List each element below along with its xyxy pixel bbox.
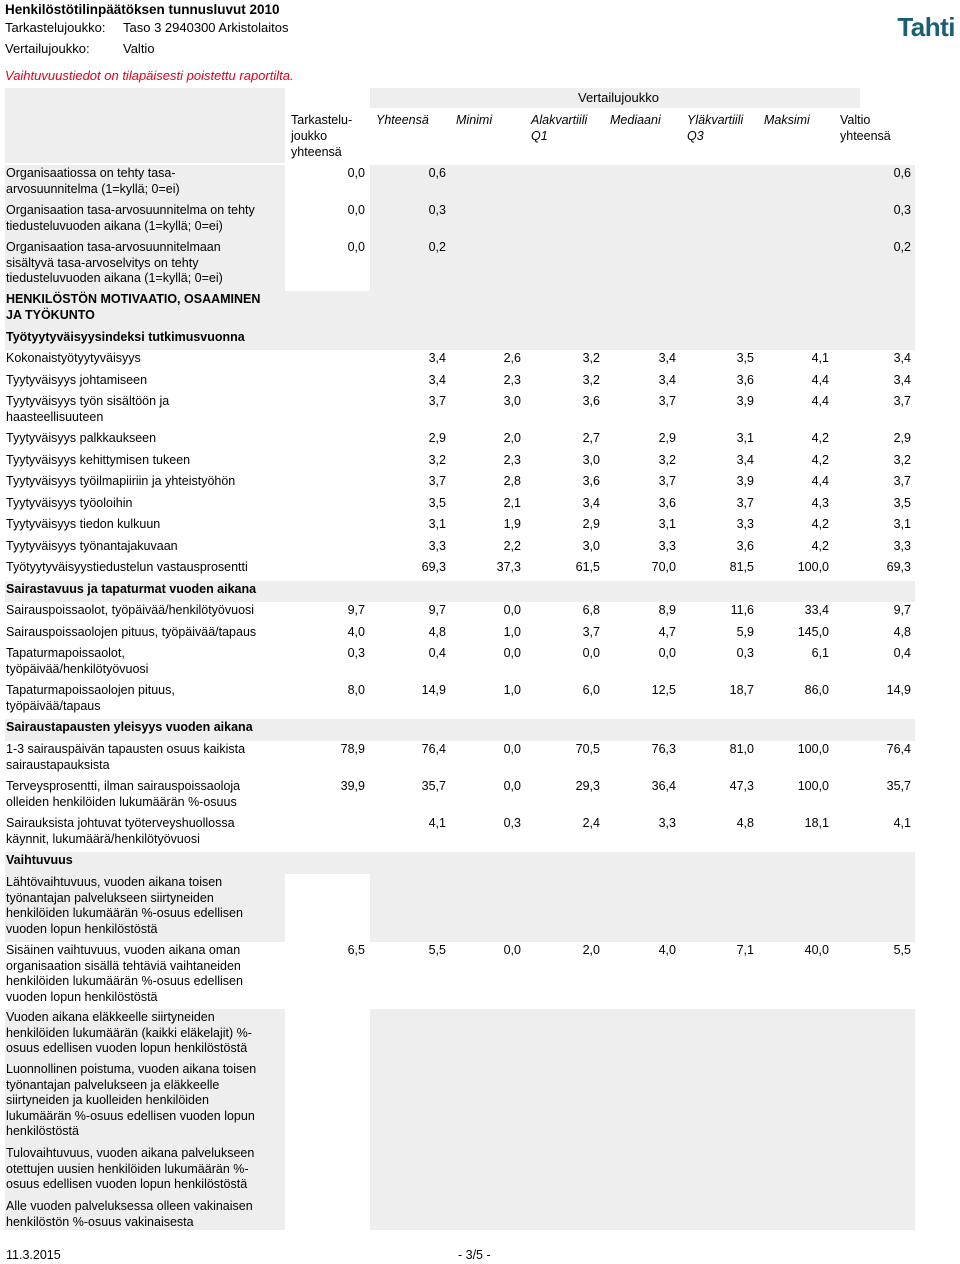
table-cell: 11,6: [730, 603, 754, 617]
table-cell: 39,9: [340, 779, 365, 793]
table-cell: 2,6: [503, 351, 521, 365]
table-cell: 3,3: [893, 539, 911, 553]
table-cell: 5,5: [893, 943, 911, 957]
table-cell: 3,4: [893, 351, 911, 365]
table-cell: 100,0: [797, 742, 829, 756]
table-cell: 3,0: [503, 394, 521, 408]
report-title: Henkilöstötilinpäätöksen tunnusluvut 2010: [5, 2, 280, 17]
table-cell: 3,2: [582, 351, 600, 365]
table-cell: 4,1: [428, 816, 446, 830]
table-cell: 0,3: [893, 203, 911, 217]
row-label: Tyytyväisyys palkkaukseen: [6, 431, 157, 445]
row-label: Tyytyväisyys kehittymisen tukeen: [6, 453, 191, 467]
table-cell: 4,8: [428, 625, 446, 639]
section-heading: HENKILÖSTÖN MOTIVAATIO, OSAAMINEN JA TYÖKUNTO: [6, 292, 261, 322]
table-cell: 3,6: [582, 394, 600, 408]
row-label: Tyytyväisyys työoloihin: [6, 496, 133, 510]
table-cell: 3,5: [893, 496, 911, 510]
table-cell: 3,3: [658, 816, 676, 830]
table-cell: 12,5: [651, 683, 676, 697]
column-header: Minimi: [456, 113, 493, 127]
table-cell: 6,8: [582, 603, 600, 617]
row-label: Sairauspoissaolojen pituus, työpäivää/tapaus: [6, 625, 257, 639]
table-cell: 4,3: [811, 496, 829, 510]
table-cell: 33,4: [804, 603, 829, 617]
row-label: Organisaatiossa on tehty tasa- arvosuunnitelma (1=kyllä; 0=ei): [6, 166, 180, 196]
table-cell: 0,6: [893, 166, 911, 180]
table-cell: 3,4: [893, 373, 911, 387]
table-cell: 4,1: [811, 351, 829, 365]
table-cell: 0,0: [503, 943, 521, 957]
section-heading: Työtyytyväisyysindeksi tutkimusvuonna: [6, 330, 245, 344]
row-label: Tapaturmapoissaolojen pituus, työpäivää/tapaus: [6, 683, 175, 713]
table-cell: 14,9: [421, 683, 446, 697]
table-cell: 3,7: [428, 394, 446, 408]
table-cell: 3,6: [736, 539, 754, 553]
table-cell: 3,1: [658, 517, 676, 531]
table-cell: 4,4: [811, 394, 829, 408]
table-cell: 35,7: [421, 779, 446, 793]
context-value: Taso 3 2940300 Arkistolaitos: [123, 20, 289, 35]
row-label: Organisaation tasa-arvosuunnitelma on tehty tiedusteluvuoden aikana (1=kyllä; 0=ei): [6, 203, 255, 233]
table-cell: 2,9: [582, 517, 600, 531]
table-cell: 3,3: [428, 539, 446, 553]
table-cell: 0,6: [428, 166, 446, 180]
footer-date: 11.3.2015: [6, 1248, 61, 1262]
table-cell: 9,7: [428, 603, 446, 617]
table-cell: 78,9: [340, 742, 365, 756]
table-cell: 0,3: [736, 646, 754, 660]
table-cell: 4,0: [658, 943, 676, 957]
table-cell: 0,0: [503, 742, 521, 756]
table-cell: 6,0: [582, 683, 600, 697]
row-label: Sairauksista johtuvat työterveyshuollossa käynnit, lukumäärä/henkilötyövuosi: [6, 816, 235, 846]
row-label: Tyytyväisyys työn sisältöön ja haasteellisuuteen: [6, 394, 170, 424]
comparison-line: [5, 41, 155, 56]
table-cell: 86,0: [804, 683, 829, 697]
table-cell: 2,3: [503, 373, 521, 387]
row-shade: [370, 1198, 915, 1230]
table-cell: 0,3: [428, 203, 446, 217]
table-cell: 1,0: [503, 625, 521, 639]
column-header: Yläkvartiili Q3: [687, 113, 744, 143]
table-cell: 145,0: [797, 625, 829, 639]
row-shade: [370, 874, 915, 942]
table-cell: 69,3: [886, 560, 911, 574]
table-cell: 0,0: [347, 166, 365, 180]
table-cell: 2,3: [503, 453, 521, 467]
table-cell: 3,7: [736, 496, 754, 510]
table-cell: 4,2: [811, 453, 829, 467]
table-cell: 47,3: [729, 779, 754, 793]
row-shade: [370, 202, 915, 239]
row-label: Lähtövaihtuvuus, vuoden aikana toisen työnantajan palvelukseen siirtyneiden henkilöiden lukumäärän %-osuus edellisen vuoden lopun henkilöstöstä: [6, 875, 243, 936]
table-cell: 3,7: [582, 625, 600, 639]
table-cell: 2,1: [503, 496, 521, 510]
table-cell: 35,7: [886, 779, 911, 793]
vertailujoukko-group-header: Vertailujoukko: [578, 90, 659, 105]
row-label: Tyytyväisyys tiedon kulkuun: [6, 517, 161, 531]
table-cell: 0,0: [582, 646, 600, 660]
table-cell: 3,9: [736, 394, 754, 408]
table-cell: 0,0: [503, 603, 521, 617]
row-shade: [370, 165, 915, 202]
table-cell: 6,5: [347, 943, 365, 957]
column-header: Mediaani: [610, 113, 661, 127]
table-cell: 0,2: [428, 240, 446, 254]
table-cell: 4,4: [811, 474, 829, 488]
table-cell: 3,1: [428, 517, 446, 531]
row-label: Terveysprosentti, ilman sairauspoissaoloja olleiden henkilöiden lukumäärän %-osuus: [6, 779, 241, 809]
table-cell: 0,0: [347, 203, 365, 217]
table-cell: 2,9: [428, 431, 446, 445]
table-cell: 4,2: [811, 539, 829, 553]
table-cell: 3,5: [736, 351, 754, 365]
section-heading: Sairaustapausten yleisyys vuoden aikana: [6, 720, 253, 734]
table-cell: 61,5: [575, 560, 600, 574]
table-cell: 76,4: [421, 742, 446, 756]
row-label: Tyytyväisyys työnantajakuvaan: [6, 539, 178, 553]
row-label: Organisaation tasa-arvosuunnitelmaan sisältyvä tasa-arvoselvitys on tehty tiedusteluvuoden aikana (1=kyllä; 0=ei): [6, 240, 223, 285]
table-cell: 3,0: [582, 453, 600, 467]
table-cell: 6,1: [811, 646, 829, 660]
table-cell: 3,1: [893, 517, 911, 531]
table-cell: 3,5: [428, 496, 446, 510]
row-label: Sisäinen vaihtuvuus, vuoden aikana oman organisaation sisällä tehtäviä vaihtaneiden henkilöiden lukumäärän %-osuus edellisen vuoden lopun henkilöstöstä: [6, 943, 243, 1004]
table-cell: 18,1: [804, 816, 829, 830]
table-cell: 2,9: [658, 431, 676, 445]
table-cell: 0,3: [347, 646, 365, 660]
context-line: [5, 20, 289, 35]
table-cell: 8,0: [347, 683, 365, 697]
column-header: Valtio yhteensä: [840, 113, 891, 143]
row-label: Tapaturmapoissaolot, työpäivää/henkilötyövuosi: [6, 646, 149, 676]
table-cell: 81,0: [729, 742, 754, 756]
table-cell: 4,0: [347, 625, 365, 639]
table-cell: 3,7: [893, 474, 911, 488]
table-cell: 2,7: [582, 431, 600, 445]
comparison-label: Vertailujoukko:: [5, 41, 90, 56]
table-cell: 2,0: [582, 943, 600, 957]
row-shade: [370, 1061, 915, 1145]
table-cell: 100,0: [797, 779, 829, 793]
table-cell: 3,2: [428, 453, 446, 467]
table-cell: 2,4: [582, 816, 600, 830]
table-cell: 3,7: [893, 394, 911, 408]
table-cell: 8,9: [658, 603, 676, 617]
table-cell: 5,5: [428, 943, 446, 957]
table-cell: 3,0: [582, 539, 600, 553]
table-cell: 4,2: [811, 431, 829, 445]
table-cell: 3,4: [658, 373, 676, 387]
table-cell: 2,0: [503, 431, 521, 445]
row-shade: [370, 1009, 915, 1061]
table-cell: 3,2: [582, 373, 600, 387]
table-cell: 76,3: [651, 742, 676, 756]
row-label: Kokonaistyötyytyväisyys: [6, 351, 141, 365]
table-cell: 4,4: [811, 373, 829, 387]
table-cell: 76,4: [886, 742, 911, 756]
footer-page: - 3/5 -: [458, 1248, 491, 1262]
row-label: 1-3 sairauspäivän tapausten osuus kaikista sairaustapauksista: [6, 742, 246, 772]
table-cell: 2,9: [893, 431, 911, 445]
table-cell: 3,7: [658, 474, 676, 488]
table-cell: 9,7: [893, 603, 911, 617]
comparison-value: Valtio: [123, 41, 155, 56]
table-cell: 70,0: [651, 560, 676, 574]
table-cell: 40,0: [804, 943, 829, 957]
column-header: Alakvartiili Q1: [531, 113, 588, 143]
table-cell: 3,3: [736, 517, 754, 531]
table-cell: 0,0: [347, 240, 365, 254]
table-cell: 69,3: [421, 560, 446, 574]
row-label: Tyytyväisyys työilmapiiriin ja yhteistyöhön: [6, 474, 236, 488]
table-cell: 0,4: [428, 646, 446, 660]
table-cell: 3,6: [736, 373, 754, 387]
tahti-logo: Tahti: [897, 12, 955, 42]
table-cell: 4,8: [736, 816, 754, 830]
table-cell: 1,0: [503, 683, 521, 697]
table-cell: 1,9: [503, 517, 521, 531]
row-label: Sairauspoissaolot, työpäivää/henkilötyövuosi: [6, 603, 255, 617]
row-label: Luonnollinen poistuma, vuoden aikana toisen työnantajan palvelukseen ja eläkkeelle siirtyneiden ja kuolleiden henkilöiden lukumäärän %-osuus edellisen vuoden lopun henkilöstöstä: [6, 1062, 257, 1138]
table-cell: 18,7: [729, 683, 754, 697]
table-cell: 14,9: [886, 683, 911, 697]
table-cell: 36,4: [651, 779, 676, 793]
table-cell: 0,2: [893, 240, 911, 254]
table-cell: 0,0: [503, 779, 521, 793]
row-label: Tyytyväisyys johtamiseen: [6, 373, 148, 387]
table-cell: 2,2: [503, 539, 521, 553]
table-cell: 3,6: [658, 496, 676, 510]
table-cell: 3,7: [658, 394, 676, 408]
table-cell: 29,3: [575, 779, 600, 793]
table-cell: 3,4: [428, 351, 446, 365]
header-shade-left: [5, 88, 285, 163]
table-cell: 3,2: [658, 453, 676, 467]
context-label: Tarkastelujoukko:: [5, 20, 106, 35]
table-cell: 4,2: [811, 517, 829, 531]
table-cell: 4,1: [893, 816, 911, 830]
row-label: Alle vuoden palveluksessa olleen vakinaisen henkilöstön %-osuus vakinaisesta: [6, 1199, 253, 1229]
table-cell: 100,0: [797, 560, 829, 574]
table-cell: 3,7: [428, 474, 446, 488]
table-cell: 3,4: [582, 496, 600, 510]
table-cell: 5,9: [736, 625, 754, 639]
column-header: Yhteensä: [376, 113, 429, 127]
table-cell: 3,9: [736, 474, 754, 488]
table-cell: 70,5: [575, 742, 600, 756]
column-header: Tarkastelu- joukko yhteensä: [291, 113, 353, 159]
table-cell: 3,3: [658, 539, 676, 553]
column-header: Maksimi: [764, 113, 810, 127]
table-cell: 0,4: [893, 646, 911, 660]
section-heading: Sairastavuus ja tapaturmat vuoden aikana: [6, 582, 257, 596]
table-cell: 0,0: [503, 646, 521, 660]
row-label: Työtyytyväisyystiedustelun vastausprosentti: [6, 560, 248, 574]
row-shade: [370, 1145, 915, 1198]
table-cell: 4,7: [658, 625, 676, 639]
table-cell: 9,7: [347, 603, 365, 617]
table-cell: 3,4: [736, 453, 754, 467]
section-heading: Vaihtuvuus: [6, 853, 73, 867]
table-cell: 0,0: [658, 646, 676, 660]
table-cell: 3,6: [582, 474, 600, 488]
row-shade: [370, 239, 915, 291]
table-cell: 2,8: [503, 474, 521, 488]
table-cell: 3,1: [736, 431, 754, 445]
notice-text: Vaihtuvuustiedot on tilapäisesti poistettu raportilta.: [5, 68, 294, 83]
row-label: Tulovaihtuvuus, vuoden aikana palvelukseen otettujen uusien henkilöiden lukumäärän %- osuus edellisen vuoden lopun henkilöstöstä: [6, 1146, 255, 1191]
table-cell: 37,3: [496, 560, 521, 574]
table-cell: 7,1: [736, 943, 754, 957]
table-cell: 4,8: [893, 625, 911, 639]
row-label: Vuoden aikana eläkkeelle siirtyneiden henkilöiden lukumäärän (kaikki eläkelajit) %- osuus edellisen vuoden lopun henkilöstöstä: [6, 1010, 252, 1055]
table-cell: 3,4: [658, 351, 676, 365]
table-cell: 3,4: [428, 373, 446, 387]
table-cell: 0,3: [503, 816, 521, 830]
table-cell: 3,2: [893, 453, 911, 467]
table-cell: 81,5: [729, 560, 754, 574]
